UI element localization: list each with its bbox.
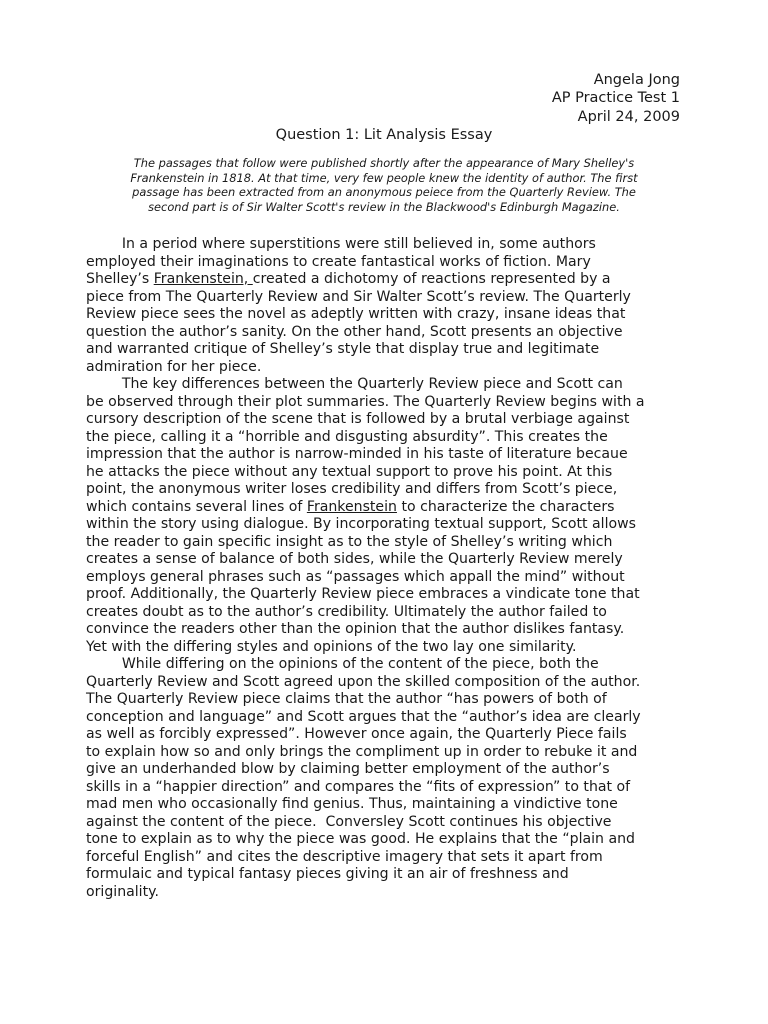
essay-line: the reader to gain specific insight as to the style of Shelley’s writing which bbox=[86, 533, 613, 550]
intro-line: The passages that follow were published shortly after the appearance of Mary Shelley's bbox=[133, 156, 635, 170]
intro-line: passage has been extracted from an anonymous peiece from the Quarterly Review. The bbox=[132, 185, 636, 200]
essay-line: employed their imaginations to create fantastical works of fiction. Mary bbox=[86, 253, 591, 270]
essay-line: piece from The Quarterly Review and Sir Walter Scott’s review. The Quarterly bbox=[86, 288, 631, 305]
essay-line: admiration for her piece. bbox=[86, 358, 262, 375]
essay-line: formulaic and typical fantasy pieces giving it an air of freshness and bbox=[86, 866, 569, 882]
essay-text: Shelley’s bbox=[86, 271, 154, 287]
essay-line: forceful English” and cites the descriptive imagery that sets it apart from bbox=[86, 848, 603, 865]
essay-line: proof. Additionally, the Quarterly Review piece embraces a vindicate tone that bbox=[86, 586, 640, 602]
essay-line: to explain how so and only brings the compliment up in order to rebuke it and bbox=[86, 743, 638, 760]
essay-line: originality. bbox=[86, 883, 159, 900]
essay-header bbox=[552, 71, 680, 126]
essay-line: as well as forcibly expressed”. However once again, the Quarterly Piece fails bbox=[86, 726, 627, 742]
essay-body bbox=[86, 236, 686, 901]
essay-line: tone to explain as to why the piece was good. He explains that the “plain and bbox=[86, 831, 635, 847]
intro-line: Frankenstein in 1818. At that time, very few people knew the identity of author. The first bbox=[130, 170, 638, 185]
essay-title: Question 1: Lit Analysis Essay bbox=[275, 127, 493, 143]
intro-line: second part is of Sir Walter Scott's review in the Blackwood's Edinburgh Magazine. bbox=[148, 200, 620, 215]
essay-line: conception and language” and Scott argues that the “author’s idea are clearly bbox=[86, 708, 641, 725]
essay-line: Yet with the differing styles and opinions of the two lay one similarity. bbox=[86, 638, 577, 655]
essay-line: Quarterly Review and Scott agreed upon the skilled composition of the author. bbox=[86, 673, 641, 690]
essay-line: The Quarterly Review piece claims that the author “has powers of both of bbox=[86, 691, 607, 707]
author-name: Angela Jong bbox=[593, 72, 680, 88]
prompt-intro bbox=[96, 156, 672, 215]
essay-line: convince the readers other than the opinion that the author dislikes fantasy. bbox=[86, 621, 625, 637]
essay-text: which contains several lines of bbox=[86, 498, 307, 515]
essay-line: question the author’s sanity. On the other hand, Scott presents an objective bbox=[86, 323, 623, 340]
essay-line: cursory description of the scene that is followed by a brutal verbiage against bbox=[86, 411, 630, 427]
essay-line: and warranted critique of Shelley’s style that display true and legitimate bbox=[86, 341, 600, 357]
essay-line: point, the anonymous writer loses credibility and differs from Scott’s piece, bbox=[86, 481, 618, 497]
essay-line: mad men who occasionally find genius. Thus, maintaining a vindictive tone bbox=[86, 796, 618, 812]
essay-line: he attacks the piece without any textual support to prove his point. At this bbox=[86, 463, 613, 480]
essay-line: give an underhanded blow by claiming better employment of the author’s bbox=[86, 761, 610, 777]
essay-line: impression that the author is narrow-minded in his taste of literature becaue bbox=[86, 446, 628, 462]
book-title-underlined: Frankenstein bbox=[306, 498, 397, 515]
essay-line: be observed through their plot summaries. The Quarterly Review begins with a bbox=[86, 393, 645, 410]
essay-line: the piece, calling it a “horrible and disgusting absurdity”. This creates the bbox=[86, 428, 608, 445]
essay-line: against the content of the piece. Conversley Scott continues his objective bbox=[86, 813, 612, 830]
essay-line: employs general phrases such as “passages which appall the mind” without bbox=[86, 568, 625, 585]
essay-line bbox=[86, 499, 686, 517]
essay-line: In a period where superstitions were still believed in, some authors bbox=[86, 236, 596, 252]
essay-line: While differing on the opinions of the content of the piece, both the bbox=[86, 656, 599, 672]
essay-line: skills in a “happier direction” and compares the “fits of expression” to that of bbox=[86, 778, 631, 795]
essay-line: Review piece sees the novel as adeptly written with crazy, insane ideas that bbox=[86, 306, 626, 322]
essay-text: created a dichotomy of reactions represented by a bbox=[252, 271, 611, 287]
essay-line: within the story using dialogue. By incorporating textual support, Scott allows bbox=[86, 516, 637, 532]
essay-date: April 24, 2009 bbox=[577, 108, 680, 125]
essay-line bbox=[86, 271, 686, 289]
essay-line: creates a sense of balance of both sides, while the Quarterly Review merely bbox=[86, 551, 623, 567]
book-title-underlined: Frankenstein, bbox=[153, 271, 253, 287]
essay-text: to characterize the characters bbox=[396, 498, 615, 515]
essay-line: The key differences between the Quarterly Review piece and Scott can bbox=[86, 376, 623, 392]
essay-line: creates doubt as to the author’s credibility. Ultimately the author failed to bbox=[86, 603, 607, 620]
course-name: AP Practice Test 1 bbox=[551, 90, 680, 107]
